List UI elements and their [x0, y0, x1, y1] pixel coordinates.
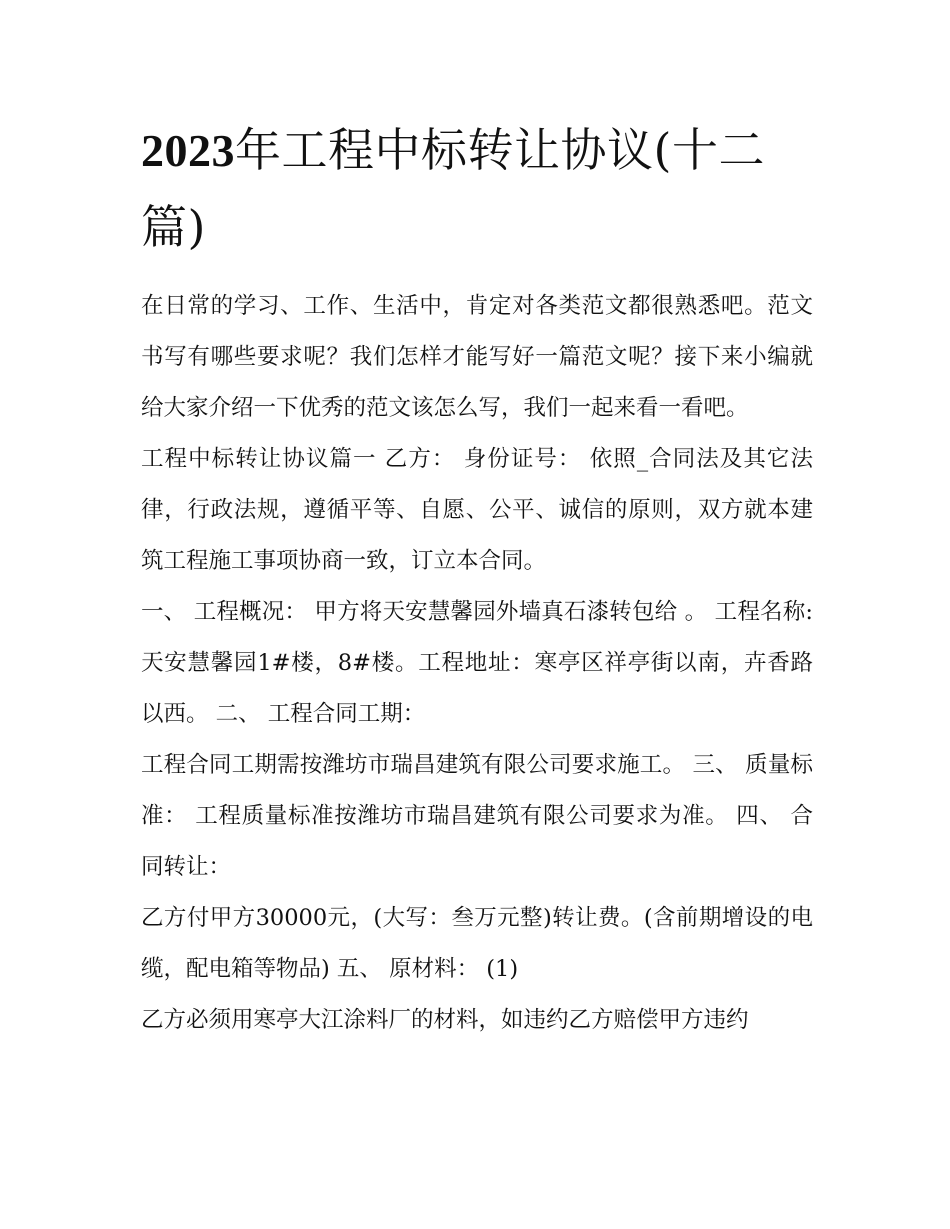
document-page [141, 112, 813, 1046]
document-title [141, 112, 813, 265]
paragraph-materials: 乙方必须用寒亭大江涂料厂的材料，如违约乙方赔偿甲方违约 [141, 1007, 749, 1033]
paragraph-part-one: 工程中标转让协议篇一 乙方： 身份证号： 依照_合同法及其它法律，行政法规，遵循平等、自愿、公平、诚信的原则，双方就本建筑工程施工事项协商一致，订立本合同。 [141, 446, 813, 574]
paragraph-project-overview: 一、 工程概况： 甲方将天安慧馨园外墙真石漆转包给 。 工程名称:天安慧馨园1#楼，8#楼。工程地址：寒亭区祥亭街以南，卉香路以西。 二、 工程合同工期： [141, 599, 813, 727]
paragraph-transfer-fee: 乙方付甲方30000元，(大写：叁万元整)转让费。(含前期增设的电缆，配电箱等物品) 五、 原材料： (1) [141, 905, 813, 982]
title-text: 年工程中标转让协议(十二篇) [141, 123, 765, 254]
document-body [141, 281, 813, 1046]
paragraph-schedule-quality: 工程合同工期需按潍坊市瑞昌建筑有限公司要求施工。 三、 质量标准： 工程质量标准按潍坊市瑞昌建筑有限公司要求为准。 四、 合同转让： [141, 752, 813, 880]
paragraph-intro: 在日常的学习、工作、生活中，肯定对各类范文都很熟悉吧。范文书写有哪些要求呢？我们怎样才能写好一篇范文呢？接下来小编就给大家介绍一下优秀的范文该怎么写，我们一起来看一看吧。 [141, 293, 813, 421]
title-year: 2023 [141, 125, 235, 176]
